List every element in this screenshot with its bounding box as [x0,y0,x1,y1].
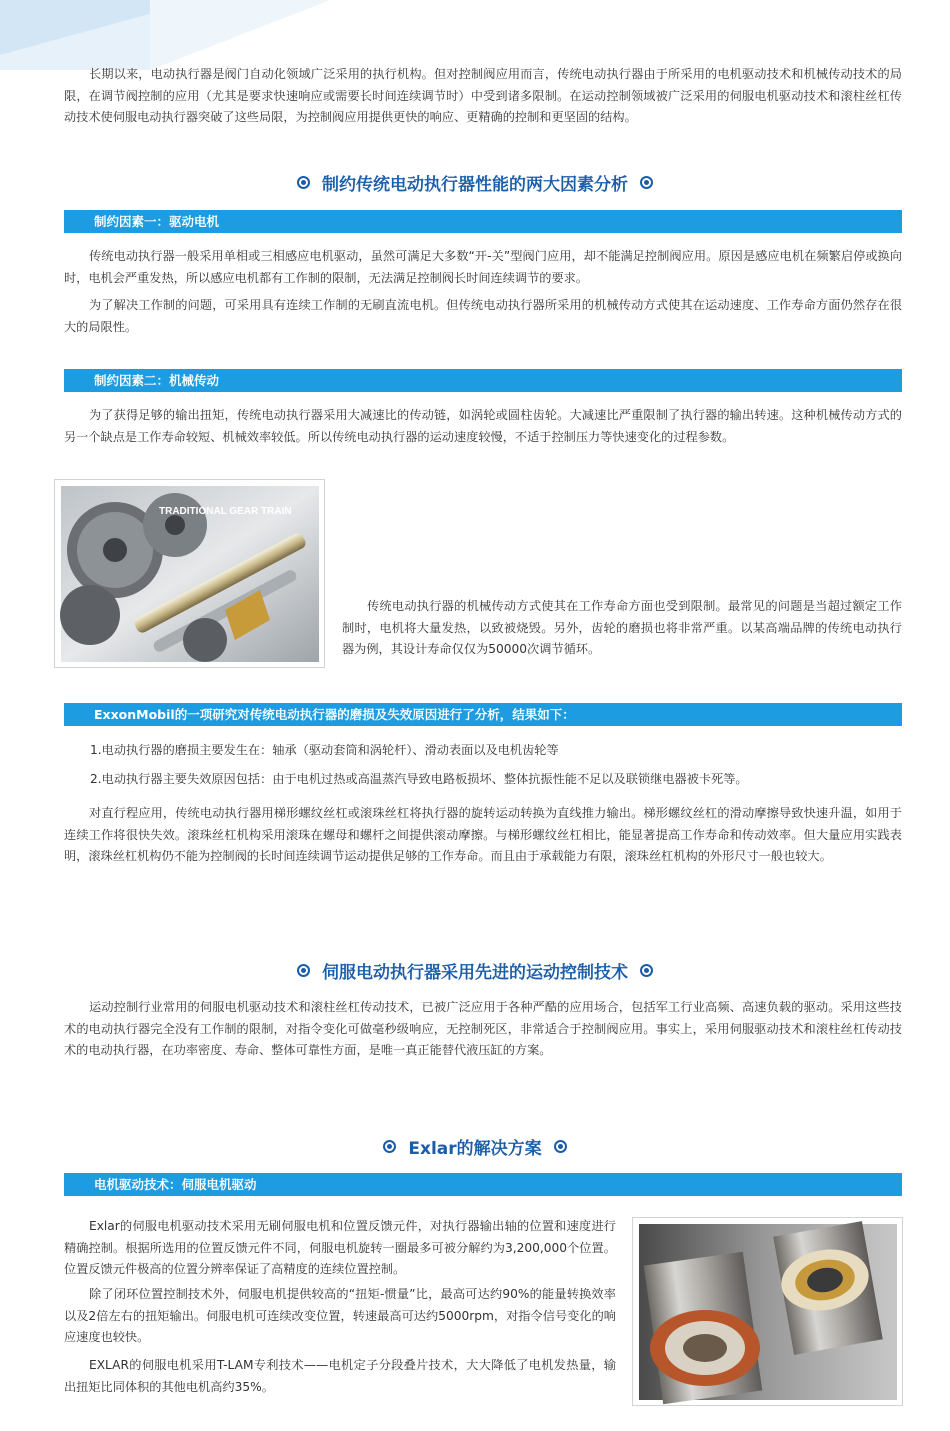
gear-paragraph: 传统电动执行器的机械传动方式使其在工作寿命方面也受到限制。最常见的问题是当超过额定工作制时，电机将大量发热，以致被烧毁。另外，齿轮的磨损也将非常严重。以某高端品牌的传统电动执行器为例，其设计寿命仅仅为50000次调节循环。 [342,599,902,656]
section-title-text: 伺服电动执行器采用先进的运动控制技术 [322,963,628,983]
motor-paragraph-3: EXLAR的伺服电机采用T-LAM专利技术——电机定子分段叠片技术，大大降低了电机发热量，输出扭矩比同体积的其他电机高约35%。 [64,1358,616,1394]
motor-paragraph-1: Exlar的伺服电机驱动技术采用无刷伺服电机和位置反馈元件，对执行器输出轴的位置和速度进行精确控制。根据所选用的位置反馈元件不同，伺服电机旋转一圈最多可被分解约为3,200,000个位置。位置反馈元件极高的位置分辨率保证了高精度的连续位置控制。 [64,1219,616,1276]
section-title-text: 制约传统电动执行器性能的两大因素分析 [322,175,628,195]
section-title-text: Exlar的解决方案 [408,1139,542,1159]
factor1-bar: 制约因素一：驱动电机 [64,210,902,233]
target-bullet-icon [383,1140,396,1153]
factor2-bar: 制约因素二：机械传动 [64,369,902,392]
factor2-paragraph-1: 为了获得足够的输出扭矩，传统电动执行器采用大减速比的传动链，如涡轮或圆柱齿轮。大减速比严重限制了执行器的输出转速。这种机械传动方式的另一个缺点是工作寿命较短、机械效率较低。所以传统电动执行器的运动速度较慢，不适于控制压力等快速变化的过程参数。 [64,408,902,444]
target-bullet-icon [640,176,653,189]
exxon-bar: ExxonMobil的一项研究对传统电动执行器的磨损及失效原因进行了分析，结果如下： [64,703,902,726]
gear-train-image-frame [54,479,325,668]
servo-motor-image-frame [632,1217,903,1406]
exxon-paragraph: 对直行程应用，传统电动执行器用梯形螺纹丝杠或滚珠丝杠将执行器的旋转运动转换为直线推力输出。梯形螺纹丝杠的滑动摩擦导致快速升温，如用于连续工作将很快失效。滚珠丝杠机构采用滚珠在螺母和螺杆之间提供滚动摩擦。与梯形螺纹丝杠相比，能显著提高工作寿命和传动效率。但大量应用实践表明，滚珠丝杠机构仍不能为控制阀的长时间连续调节运动提供足够的工作寿命。而且由于承载能力有限，滚珠丝杠机构的外形尺寸一般也较大。 [64,806,902,863]
gear-train-image [55,480,324,667]
motor-paragraph-2: 除了闭环位置控制技术外，伺服电机提供较高的“扭矩-惯量”比，最高可达约90%的能量转换效率以及2倍左右的扭矩输出。伺服电机可连续改变位置，转速最高可达约5000rpm，对指令信号变化的响应速度也较快。 [64,1287,616,1344]
target-bullet-icon [297,176,310,189]
intro-paragraph: 长期以来，电动执行器是阀门自动化领域广泛采用的执行机构。但对控制阀应用而言，传统电动执行器由于所采用的电机驱动技术和机械传动技术的局限，在调节阀控制的应用（尤其是要求快速响应或需要长时间连续调节时）中受到诸多限制。在运动控制领域被广泛采用的伺服电机驱动技术和滚柱丝杠传动技术使伺服电动执行器突破了这些局限，为控制阀应用提供更快的响应、更精确的控制和更坚固的结构。 [64,67,902,124]
factor1-paragraph-2: 为了解决工作制的问题，可采用具有连续工作制的无刷直流电机。但传统电动执行器所采用的机械传动方式使其在运动速度、工作寿命方面仍然存在很大的局限性。 [64,298,902,334]
exxon-list-item-2: 2.电动执行器主要失效原因包括：由于电机过热或高温蒸汽导致电路板损坏、整体抗振性能不足以及联锁继电器被卡死等。 [90,772,748,786]
section-title-servo [0,958,950,983]
target-bullet-icon [554,1140,567,1153]
servo-paragraph: 运动控制行业常用的伺服电机驱动技术和滚柱丝杠传动技术，已被广泛应用于各种严酷的应用场合，包括军工行业高频、高速负载的驱动。采用这些技术的电动执行器完全没有工作制的限制，对指令变化可做毫秒级响应，无控制死区，非常适合于控制阀应用。事实上，采用伺服驱动技术和滚柱丝杠传动技术的电动执行器，在功率密度、寿命、整体可靠性方面，是唯一真正能替代液压缸的方案。 [64,1000,902,1057]
target-bullet-icon [640,964,653,977]
motor-bar: 电机驱动技术：伺服电机驱动 [64,1173,902,1196]
servo-motor-image [633,1218,902,1405]
exxon-list-item-1: 1.电动执行器的磨损主要发生在：轴承（驱动套筒和涡轮杆）、滑动表面以及电机齿轮等 [90,743,559,757]
factor1-paragraph-1: 传统电动执行器一般采用单相或三相感应电机驱动，虽然可满足大多数“开-关”型阀门应用，却不能满足控制阀应用。原因是感应电机在频繁启停或换向时，电机会严重发热，所以感应电机都有工作制的限制，无法满足控制阀长时间连续调节的要求。 [64,249,902,285]
gear-image-caption: TRADITIONAL GEAR TRAIN [159,506,292,517]
section-title-exlar [0,1134,950,1159]
target-bullet-icon [297,964,310,977]
section-title-factors [0,170,950,195]
corner-decoration [0,0,330,70]
